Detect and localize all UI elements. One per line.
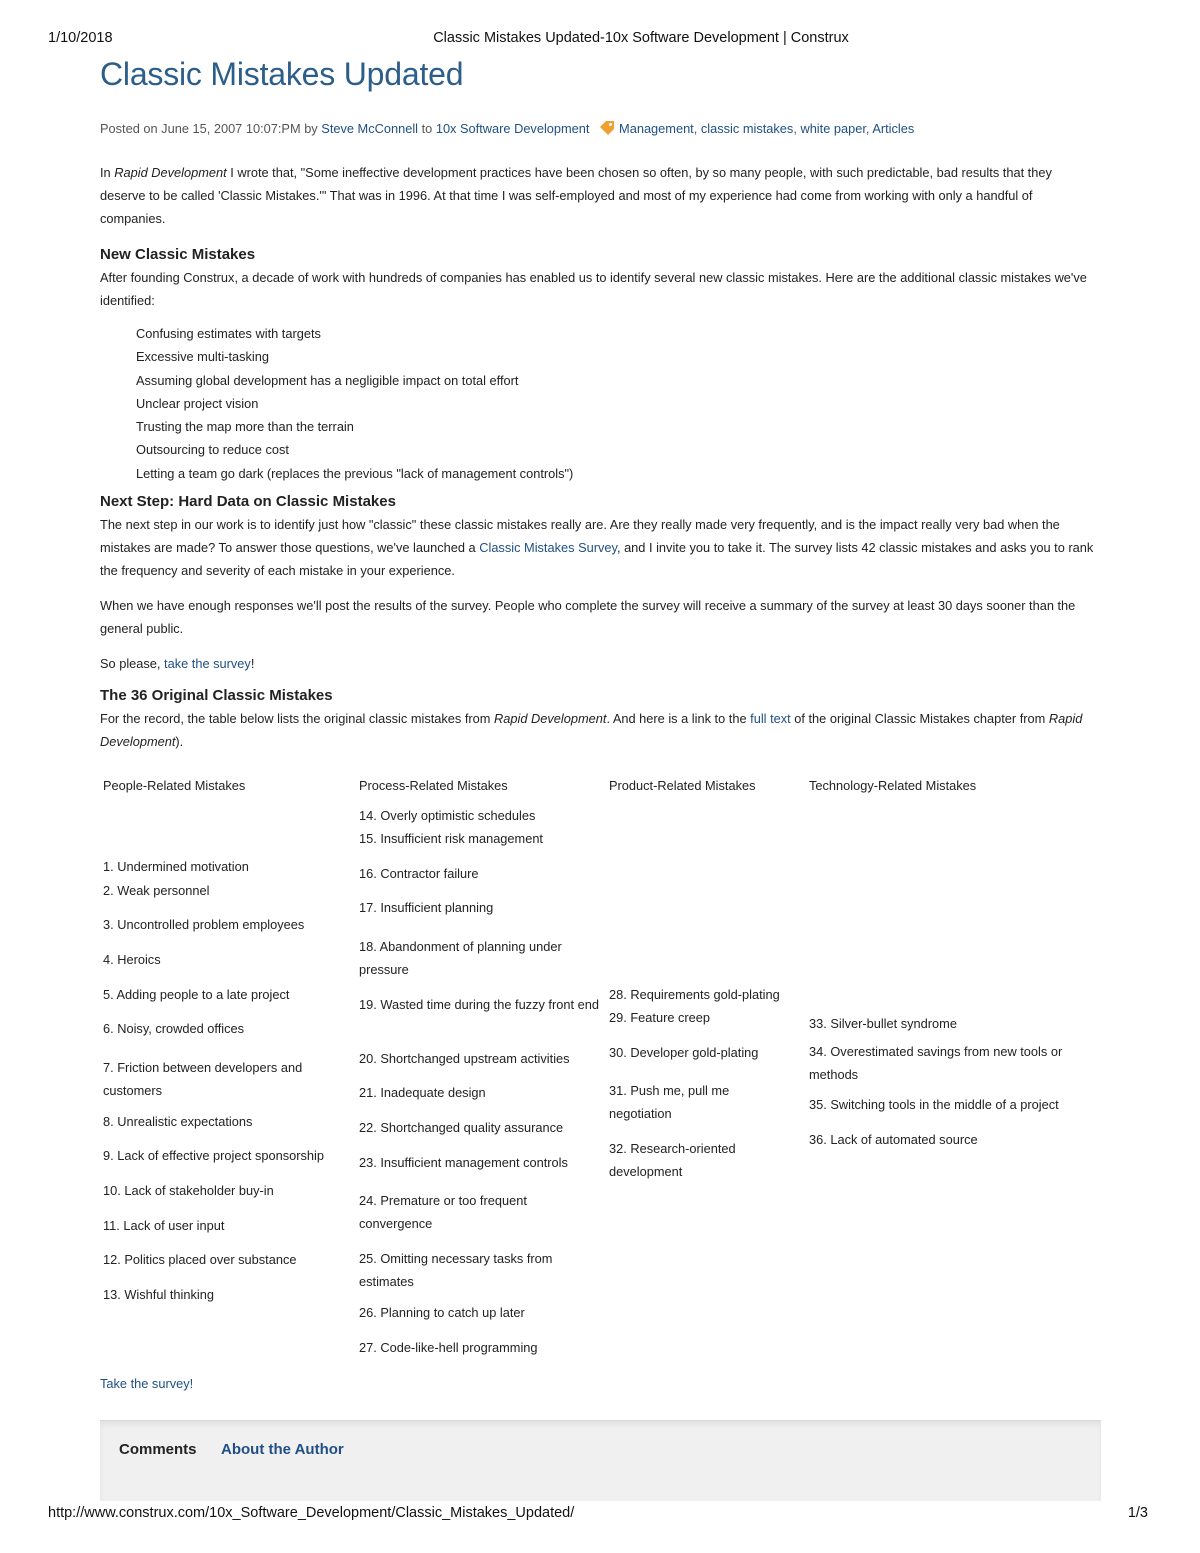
table-cell: 13. Wishful thinking xyxy=(103,1287,214,1302)
table-cell: 12. Politics placed over substance xyxy=(103,1252,297,1267)
new-mistakes-intro: After founding Construx, a decade of work with hundreds of companies has enabled us to identify several new classic mistakes. Here are the additional classic mistakes we've identified: xyxy=(100,270,1087,308)
new-mistakes-list xyxy=(136,322,1100,485)
book-title: Rapid Development xyxy=(494,711,607,727)
table-cell: 31. Push me, pull me negotiation xyxy=(609,1083,730,1121)
intro-in: In xyxy=(100,165,111,180)
tab-comments[interactable]: Comments xyxy=(119,1441,197,1458)
list-item: Excessive multi-tasking xyxy=(136,349,269,365)
orig-text-a: For the record, the table below lists the original classic mistakes from xyxy=(100,711,491,727)
mistakes-table xyxy=(100,778,1100,1368)
tab-about-author[interactable]: About the Author xyxy=(221,1441,344,1458)
table-cell: 10. Lack of stakeholder buy-in xyxy=(103,1183,274,1198)
survey-link[interactable]: Classic Mistakes Survey xyxy=(479,540,617,556)
table-cell: 30. Developer gold-plating xyxy=(609,1045,759,1060)
table-header-technology: Technology-Related Mistakes xyxy=(809,778,977,793)
comments-tabs xyxy=(100,1420,1101,1501)
table-cell: 35. Switching tools in the middle of a project xyxy=(809,1097,1059,1112)
tag-link-articles[interactable]: Articles xyxy=(872,121,915,136)
full-text-link[interactable]: full text xyxy=(750,711,791,727)
print-page-number: 1/3 xyxy=(1127,1505,1148,1521)
author-link[interactable]: Steve McConnell xyxy=(321,121,419,136)
table-cell: 19. Wasted time during the fuzzy front end xyxy=(359,997,599,1012)
table-cell: 20. Shortchanged upstream activities xyxy=(359,1051,570,1066)
table-header-process: Process-Related Mistakes xyxy=(359,778,508,793)
table-cell: 25. Omitting necessary tasks from estimates xyxy=(359,1251,553,1289)
print-url: http://www.construx.com/10x_Software_Development/Classic_Mistakes_Updated/ xyxy=(48,1505,575,1521)
table-cell: 27. Code-like-hell programming xyxy=(359,1340,538,1355)
table-cell: 7. Friction between developers and customers xyxy=(103,1060,303,1098)
table-cell: 17. Insufficient planning xyxy=(359,900,494,915)
list-item: Confusing estimates with targets xyxy=(136,326,321,341)
table-cell: 26. Planning to catch up later xyxy=(359,1305,525,1320)
original-mistakes-heading: The 36 Original Classic Mistakes xyxy=(100,687,333,705)
blog-link[interactable]: 10x Software Development xyxy=(435,121,590,136)
new-mistakes-heading: New Classic Mistakes xyxy=(100,246,256,263)
table-cell: 15. Insufficient risk management xyxy=(359,831,543,846)
original-mistakes-paragraph xyxy=(100,707,1100,753)
intro-paragraph xyxy=(100,161,1100,230)
meta-to: to xyxy=(421,121,433,136)
table-cell: 4. Heroics xyxy=(103,952,161,967)
next-step-text-a: The next step in our work is to identify just how "classic" these classic mistakes really are. Are they really made very frequently, and is the impact really very bad when the mistakes are made? To answer those questions, we've launched a xyxy=(100,517,1060,556)
page-title: Classic Mistakes Updated xyxy=(100,56,464,92)
table-cell: 23. Insufficient management controls xyxy=(359,1155,568,1170)
take-survey-inline-link[interactable]: take the survey xyxy=(164,656,251,672)
table-cell: 16. Contractor failure xyxy=(359,866,479,881)
print-header xyxy=(0,30,1200,50)
print-page-title: Classic Mistakes Updated-10x Software Development | Construx xyxy=(433,30,849,46)
orig-text-b: . And here is a link to the xyxy=(606,711,747,727)
tag-icon xyxy=(599,121,615,135)
next-step-paragraph xyxy=(100,513,1100,582)
tag-link-white-paper[interactable]: white paper xyxy=(800,121,866,136)
tag-link-classic-mistakes[interactable]: classic mistakes xyxy=(700,121,794,136)
next-step-heading: Next Step: Hard Data on Classic Mistakes xyxy=(100,493,396,511)
please-text: So please, xyxy=(100,656,161,672)
list-item: Outsourcing to reduce cost xyxy=(136,442,289,458)
table-cell: 11. Lack of user input xyxy=(103,1218,225,1233)
posted-date: Posted on June 15, 2007 10:07:PM by xyxy=(100,121,318,136)
table-cell: 32. Research-oriented development xyxy=(609,1141,736,1179)
orig-text-d: ). xyxy=(175,734,184,750)
table-cell: 33. Silver-bullet syndrome xyxy=(809,1016,957,1031)
table-cell: 5. Adding people to a late project xyxy=(103,987,290,1002)
table-cell: 9. Lack of effective project sponsorship xyxy=(103,1148,324,1163)
table-cell: 14. Overly optimistic schedules xyxy=(359,808,536,823)
list-item: Assuming global development has a negligible impact on total effort xyxy=(136,372,519,388)
article xyxy=(100,54,1100,753)
table-cell: 1. Undermined motivation xyxy=(103,859,249,874)
table-cell: 36. Lack of automated source xyxy=(809,1132,978,1147)
table-cell: 29. Feature creep xyxy=(609,1010,711,1025)
intro-text: I wrote that, "Some ineffective development practices have been chosen so often, by so many people, with such predictable, bad results that they deserve to be called 'Classic Mistakes.'" That was in 1996. At that time I was self-employed and most of my experience had come from working with only a handful of companies. xyxy=(100,165,1052,226)
responses-paragraph: When we have enough responses we'll post the results of the survey. People who complete the survey will receive a summary of the survey at least 30 days sooner than the general public. xyxy=(100,598,1076,637)
table-cell: 28. Requirements gold-plating xyxy=(609,987,780,1002)
table-cell: 34. Overestimated savings from new tools or methods xyxy=(809,1044,1063,1082)
table-cell: 24. Premature or too frequent convergence xyxy=(359,1193,527,1231)
table-cell: 18. Abandonment of planning under pressure xyxy=(359,939,562,977)
orig-text-c: of the original Classic Mistakes chapter from xyxy=(794,711,1046,727)
list-item: Trusting the map more than the terrain xyxy=(136,419,354,435)
list-item: Letting a team go dark (replaces the previous "lack of management controls") xyxy=(136,465,574,481)
print-date: 1/10/2018 xyxy=(48,30,113,46)
tag-link-management[interactable]: Management xyxy=(619,121,694,136)
please-exclaim: ! xyxy=(250,656,255,672)
table-header-people: People-Related Mistakes xyxy=(103,778,246,793)
next-step-text-b: , and I invite you to take it. The survey lists 42 classic mistakes and asks you to rank the frequency and severity of each mistake in your experience. xyxy=(100,540,1094,579)
post-meta: Posted on June 15, 2007 10:07:PM by Steve McConnell to 10x Software Development Management, classic mistakes, white paper, Articles xyxy=(100,121,915,136)
table-cell: 6. Noisy, crowded offices xyxy=(103,1021,245,1036)
table-cell: 8. Unrealistic expectations xyxy=(103,1114,253,1129)
please-paragraph xyxy=(100,652,1100,675)
table-cell: 21. Inadequate design xyxy=(359,1085,486,1100)
book-title: Rapid Development xyxy=(100,711,1083,750)
table-cell: 22. Shortchanged quality assurance xyxy=(359,1120,564,1135)
table-cell: 3. Uncontrolled problem employees xyxy=(103,917,305,932)
table-header-product: Product-Related Mistakes xyxy=(609,778,756,793)
list-item: Unclear project vision xyxy=(136,395,259,411)
take-survey-link[interactable]: Take the survey! xyxy=(100,1376,194,1391)
table-cell: 2. Weak personnel xyxy=(103,883,210,898)
book-title: Rapid Development xyxy=(114,165,227,180)
